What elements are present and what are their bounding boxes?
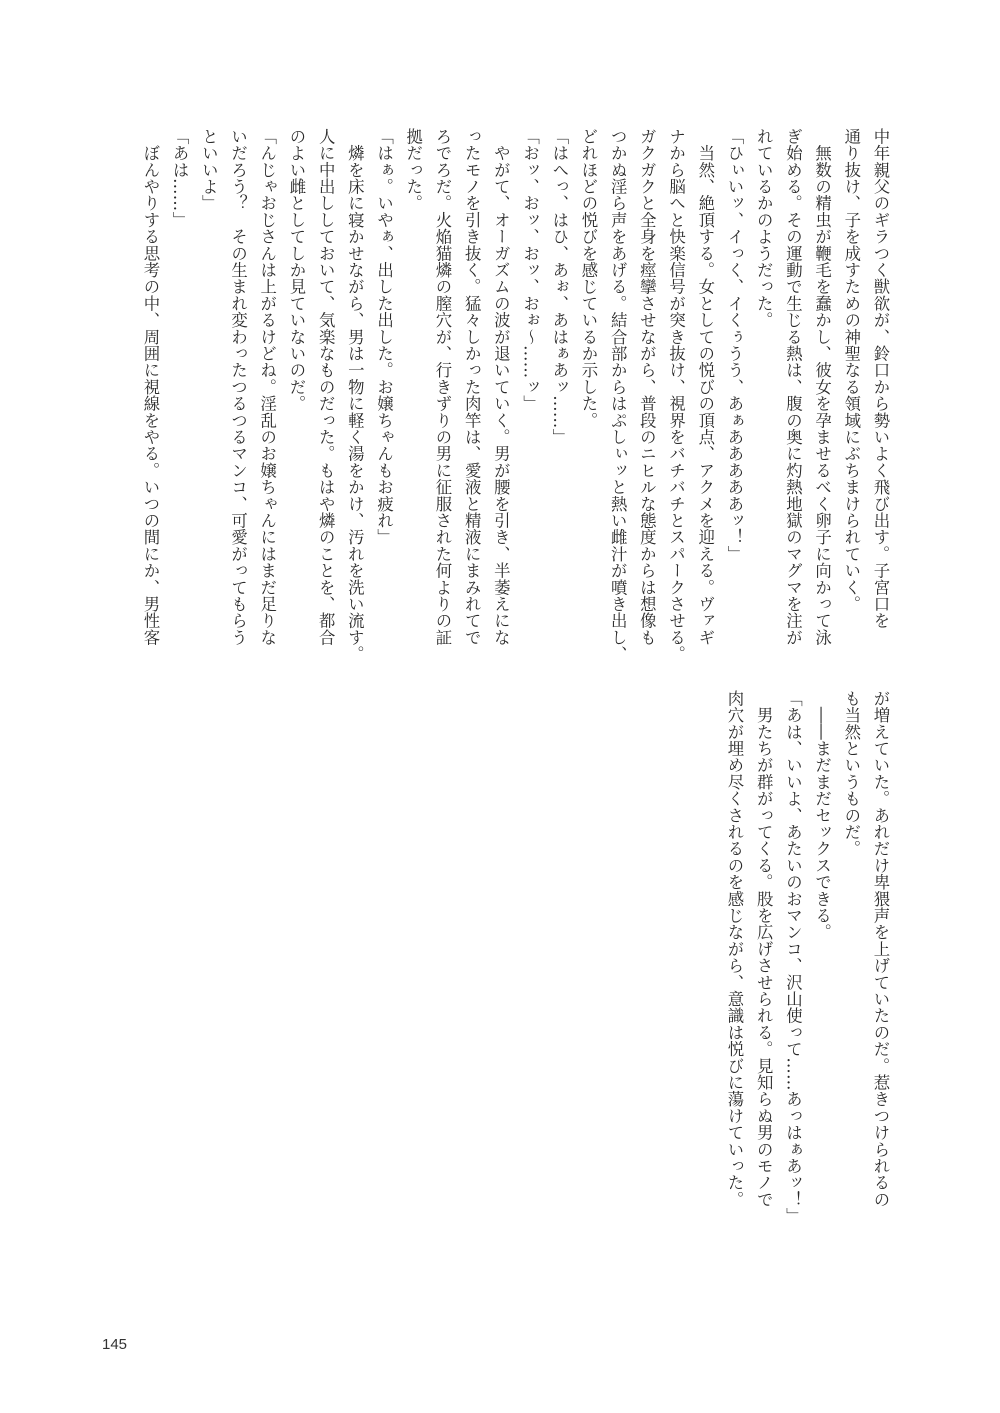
text-line: 男たちが群がってくる。股を広げさせられる。見知らぬ男のモノで <box>754 690 774 1208</box>
text-line: ぼんやりする思考の中、周囲に視線をやる。いつの間にか、男性客 <box>140 128 160 646</box>
text-line: 通り抜け、子を成すための神聖なる領域にぶちまけられていく。 <box>841 128 861 613</box>
text-line: ナから脳へと快楽信号が突き抜け、視界をバチバチとスパークさせる。 <box>666 128 686 663</box>
text-line: 肉穴が埋め尽くされるのを感じながら、意識は悦びに蕩けていった。 <box>724 690 744 1208</box>
upper-text-block <box>136 128 895 673</box>
text-line: 「おッ、おッ、おッ、おぉ～……ッ」 <box>520 128 540 412</box>
text-line: 「あは……」 <box>170 128 190 229</box>
text-line: 燐を床に寝かせながら、男は一物に軽く湯をかけ、汚れを洗い流す。 <box>345 128 365 663</box>
text-line: 「あは、いいよ、あたいのおマンコ、沢山使って……あっはぁあッ！」 <box>783 690 803 1225</box>
text-line: どれほどの悦びを感じているか示した。 <box>578 128 598 429</box>
text-line: も当然というものだ。 <box>841 690 861 857</box>
text-line: いだろう？ その生まれ変わったつるつるマンコ、可愛がってもらう <box>228 128 248 646</box>
page-number: 145 <box>102 1336 128 1353</box>
text-line: 「はへっ、はひ、あぉ、あはぁあッ……」 <box>549 128 569 446</box>
text-line: 中年親父のギラつく獣欲が、鈴口から勢いよく飛び出す。子宮口を <box>871 128 890 629</box>
text-line: ――まだまだセックスできる。 <box>812 690 832 941</box>
text-line: 当然、絶頂する。女としての悦びの頂点、アクメを迎える。ヴァギ <box>695 128 715 646</box>
text-line: のよい雌としてしか見ていないのだ。 <box>286 128 306 412</box>
text-line: 拠だった。 <box>403 128 423 212</box>
text-line: 人に中出ししておいて、気楽なものだった。もはや燐のことを、都合 <box>316 128 336 646</box>
text-line: 「ひぃいッ、イっく、イくぅうう、あぁあああああッ！」 <box>724 128 744 563</box>
text-line: れているかのようだった。 <box>754 128 774 329</box>
text-line: 無数の精虫が鞭毛を蠢かし、彼女を孕ませるべく卵子に向かって泳 <box>812 128 832 646</box>
text-line: やがて、オーガズムの波が退いていく。男が腰を引き、半萎えにな <box>491 128 511 646</box>
text-line: つかぬ淫ら声をあげる。結合部からはぷしぃッと熱い雌汁が噴き出し、 <box>608 128 628 663</box>
text-line: ぎ始める。その運動で生じる熱は、腹の奥に灼熱地獄のマグマを注が <box>783 128 803 646</box>
text-line: といいよ」 <box>199 128 219 212</box>
text-line: が増えていた。あれだけ卑猥声を上げていたのだ。惹きつけられるの <box>871 690 890 1208</box>
text-line: ったモノを引き抜く。猛々しかった肉竿は、愛液と精液にまみれてで <box>462 128 482 646</box>
text-line: 「んじゃおじさんは上がるけどね。淫乱のお嬢ちゃんにはまだ足りな <box>257 128 277 646</box>
lower-text-block <box>720 690 895 1250</box>
text-line: 「はぁ。いやぁ、出した出した。お嬢ちゃんもお疲れ」 <box>374 128 394 546</box>
text-line: ろでろだ。火焔猫燐の膣穴が、行きずりの男に征服された何よりの証 <box>432 128 452 646</box>
text-line: ガクガクと全身を痙攣させながら、普段のニヒルな態度からは想像も <box>637 128 657 646</box>
